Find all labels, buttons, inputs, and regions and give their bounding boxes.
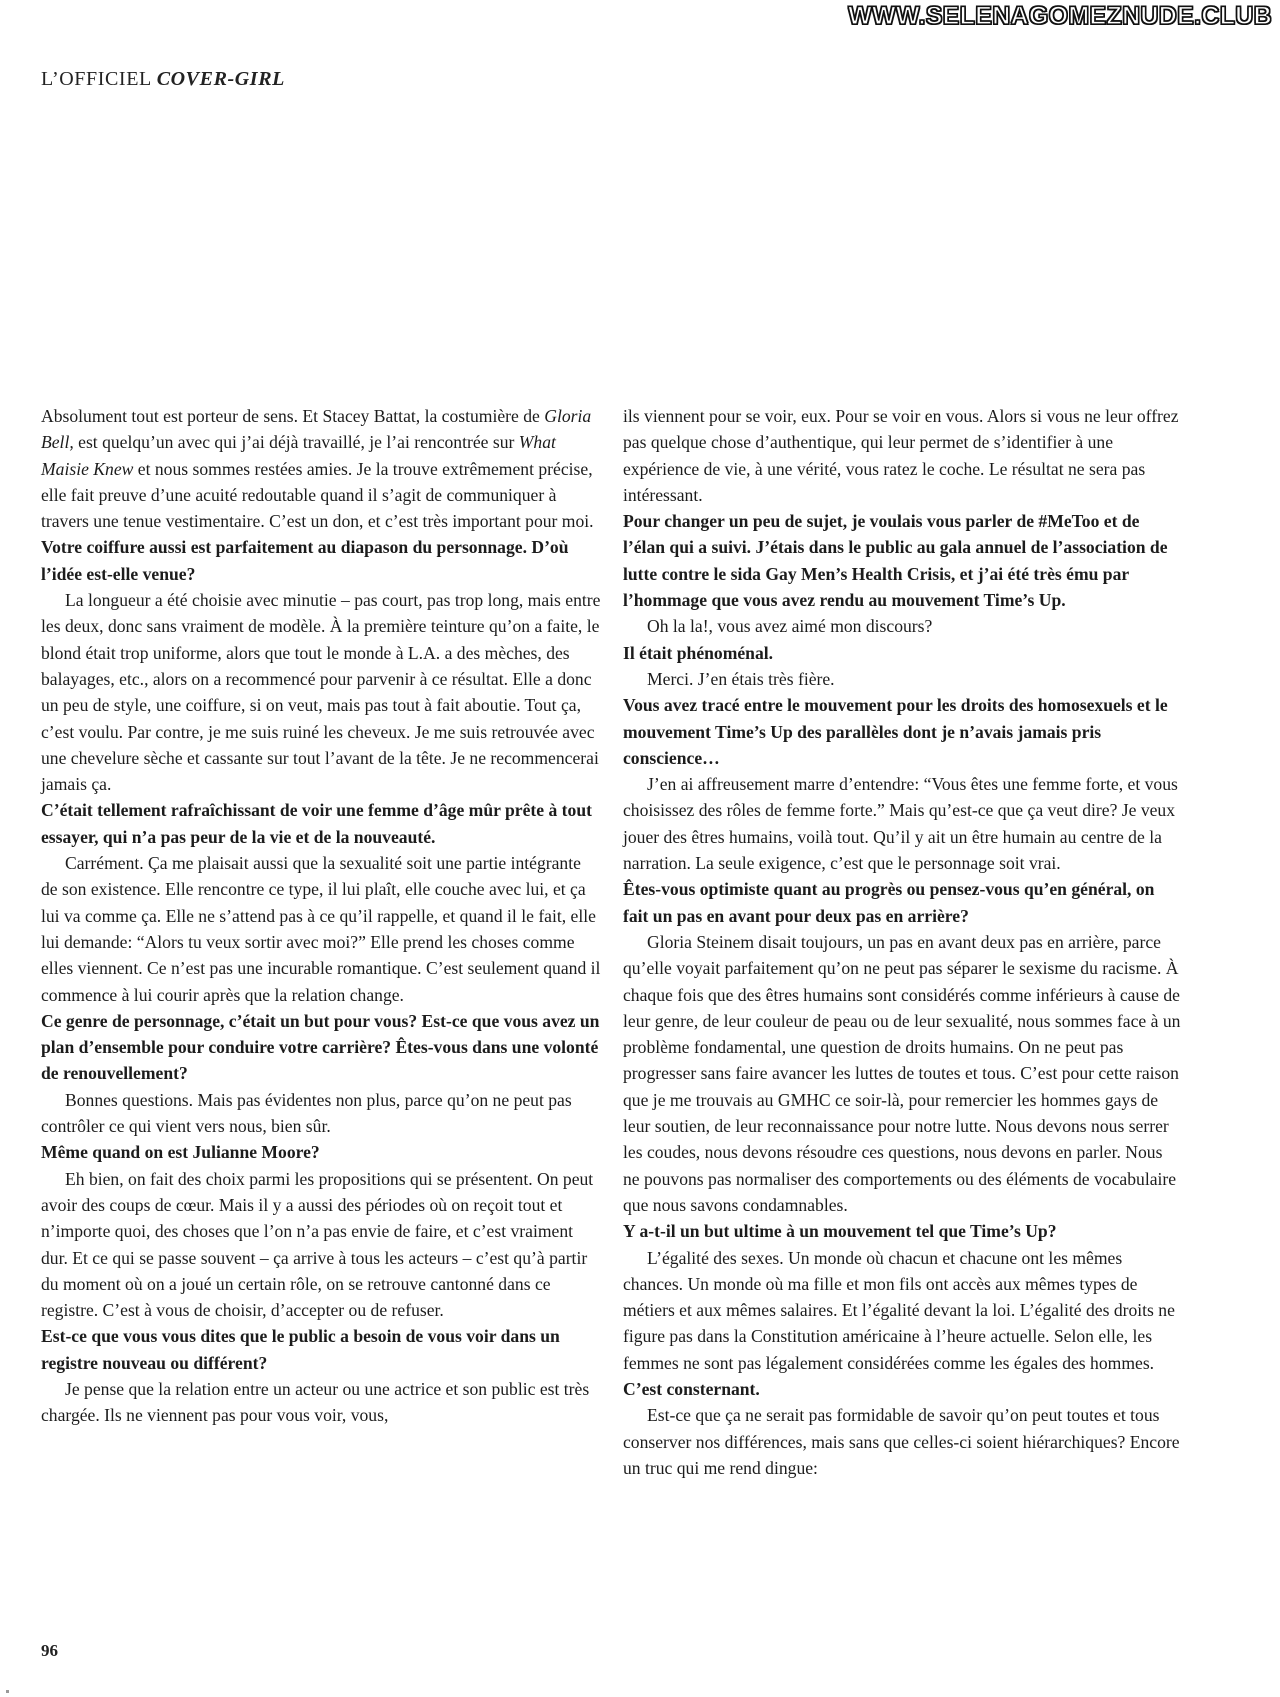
interview-question: Vous avez tracé entre le mouvement pour les droits des homosexuels et le mouvement Time’s Up des parallèles dont je n’avais jamais pris conscience… xyxy=(623,695,1168,768)
section-title: COVER-GIRL xyxy=(156,68,285,90)
interview-answer: Est-ce que ça ne serait pas formidable de savoir qu’on peut toutes et tous conserver nos différences, mais sans que celles-ci soient hiérarchiques? Encore un truc qui me rend dingue: xyxy=(623,1405,1180,1478)
interview-answer: Oh la la!, vous avez aimé mon discours? xyxy=(647,616,933,637)
interview-answer: J’en ai affreusement marre d’entendre: “Vous êtes une femme forte, et vous choisissez des rôles de femme forte.” Mais qu’est-ce que ça veut dire? Je veux jouer des êtres humains, voilà tout. Qu’il y ait un être humain au centre de la narration. La seule exigence, c’est que le personnage soit vrai. xyxy=(623,774,1178,874)
interview-question: C’est consternant. xyxy=(623,1378,760,1399)
interview-answer: Merci. J’en étais très fière. xyxy=(647,668,835,689)
interview-answer: L’égalité des sexes. Un monde où chacun et chacune ont les mêmes chances. Un monde où ma fille et mon fils ont accès aux mêmes types de métiers et aux mêmes salaires. Et l’égalité devant la loi. L’égalité des droits ne figure pas dans la Constitution américaine à l’heure actuelle. Selon elle, les femmes ne sont pas légalement considérées comme les égales des hommes. xyxy=(623,1247,1175,1373)
interview-question: Pour changer un peu de sujet, je voulais vous parler de #MeToo et de l’élan qui a suivi. J’étais dans le public au gala annuel de l’association de lutte contre le sida Gay Men’s Health Crisis, et j’ai été très ému par l’hommage que vous avez rendu au mouvement Time’s Up. xyxy=(623,511,1168,611)
interview-question: Est-ce que vous vous dites que le public a besoin de vous voir dans un registre nouveau ou différent? xyxy=(41,1326,560,1373)
interview-answer: ils viennent pour se voir, eux. Pour se voir en vous. Alors si vous ne leur offrez pas quelque chose d’authentique, qui leur permet de s’identifier à une expérience de vie, à une vérité, vous ratez le coche. Le résultat ne sera pas intéressant. xyxy=(623,406,1179,505)
magazine-brand: L’OFFICIEL xyxy=(41,68,152,90)
interview-answer: La longueur a été choisie avec minutie – pas court, pas trop long, mais entre les deux, donc sans vraiment de modèle. À la première teinture qu’on a faite, le blond était trop uniforme, alors que tout le monde à L.A. a des mèches, des balayages, etc., alors on a recommencé pour parvenir à ce résultat. Elle a donc un peu de style, une coiffure, si on veut, mais pas tout à fait aboutie. Tout ça, c’est voulu. Par contre, je me suis ruiné les cheveux. Je me suis retrouvée avec une chevelure sèche et cassante sur tout l’avant de la tête. Je ne recommencerai jamais ça. xyxy=(41,590,601,795)
interview-answer: Carrément. Ça me plaisait aussi que la sexualité soit une partie intégrante de son existence. Elle rencontre ce type, il lui plaît, elle couche avec lui, et ça lui va comme ça. Elle ne s’attend pas à ce qu’il rappelle, et quand il le fait, elle lui demande: “Alors tu veux sortir avec moi?” Elle prend les choses comme elles viennent. Ce n’est pas une incurable romantique. C’est seulement quand il commence à lui courir après que la relation change. xyxy=(41,853,601,1005)
interview-answer: Bonnes questions. Mais pas évidentes non plus, parce qu’on ne peut pas contrôler ce qui vient vers nous, bien sûr. xyxy=(41,1089,572,1137)
watermark: WWW.SELENAGOMEZNUDE.CLUB xyxy=(848,2,1272,30)
interview-question: Même quand on est Julianne Moore? xyxy=(41,1142,320,1163)
corner-mark xyxy=(6,1690,9,1693)
interview-answer: Je pense que la relation entre un acteur ou une actrice et son public est très chargée. Ils ne viennent pas pour vous voir, vous, xyxy=(41,1378,590,1426)
article-column-right xyxy=(623,403,1183,1481)
interview-question: C’était tellement rafraîchissant de voir une femme d’âge mûr prête à tout essayer, qui n’a pas peur de la vie et de la nouveauté. xyxy=(41,800,592,847)
article-column-left xyxy=(41,403,601,1429)
interview-answer: Gloria Steinem disait toujours, un pas en avant deux pas en arrière, parce qu’elle voyait parfaitement qu’on ne peut pas séparer le sexisme du racisme. À chaque fois que des êtres humains sont considérés comme inférieurs à cause de leur genre, de leur couleur de peau ou de leur sexualité, nous sommes face à un problème fondamental, une question de droits humains. On ne peut pas progresser sans faire avancer les luttes de toutes et tous. C’est pour cette raison que je me trouvais au GMHC ce soir-là, pour remercier les hommes gays de leur soutien, de leur reconnaissance pour notre lutte. Nous devons nous serrer les coudes, nous devons résoudre ces questions, nous devons en parler. Nous ne pouvons pas normaliser des comportements ou des éléments de vocabulaire que nous savons condamnables. xyxy=(623,931,1181,1215)
interview-question: Ce genre de personnage, c’était un but pour vous? Est-ce que vous avez un plan d’ensemble pour conduire votre carrière? Êtes-vous dans une volonté de renouvellement? xyxy=(41,1010,600,1084)
interview-question: Votre coiffure aussi est parfaitement au diapason du personnage. D’où l’idée est-elle venue? xyxy=(41,537,569,584)
running-head xyxy=(41,68,285,91)
interview-question: Y a-t-il un but ultime à un mouvement tel que Time’s Up? xyxy=(623,1221,1057,1242)
interview-answer: Eh bien, on fait des choix parmi les propositions qui se présentent. On peut avoir des coups de cœur. Mais il y a aussi des périodes où on reçoit tout et n’importe quoi, des choses que l’on n’a pas envie de faire, et c’est vraiment dur. Et ce qui se passe souvent – ça arrive à tous les acteurs – c’est qu’à partir du moment où on a joué un certain rôle, on se retrouve cantonné dans ce registre. C’est à vous de choisir, d’accepter ou de refuser. xyxy=(41,1168,594,1321)
interview-question: Il était phénoménal. xyxy=(623,642,774,663)
interview-question: Êtes-vous optimiste quant au progrès ou pensez-vous qu’en général, on fait un pas en avant pour deux pas en arrière? xyxy=(623,879,1155,926)
page-number: 96 xyxy=(41,1641,58,1660)
interview-answer: Absolument tout est porteur de sens. Et Stacey Battat, la costumière de Gloria Bell, est quelqu’un avec qui j’ai déjà travaillé, je l’ai rencontrée sur What Maisie Knew et nous sommes restées amies. Je la trouve extrêmement précise, elle fait preuve d’une acuité redoutable quand il s’agit de communiquer à travers une tenue vestimentaire. C’est un don, et c’est très important pour moi. xyxy=(41,406,594,532)
